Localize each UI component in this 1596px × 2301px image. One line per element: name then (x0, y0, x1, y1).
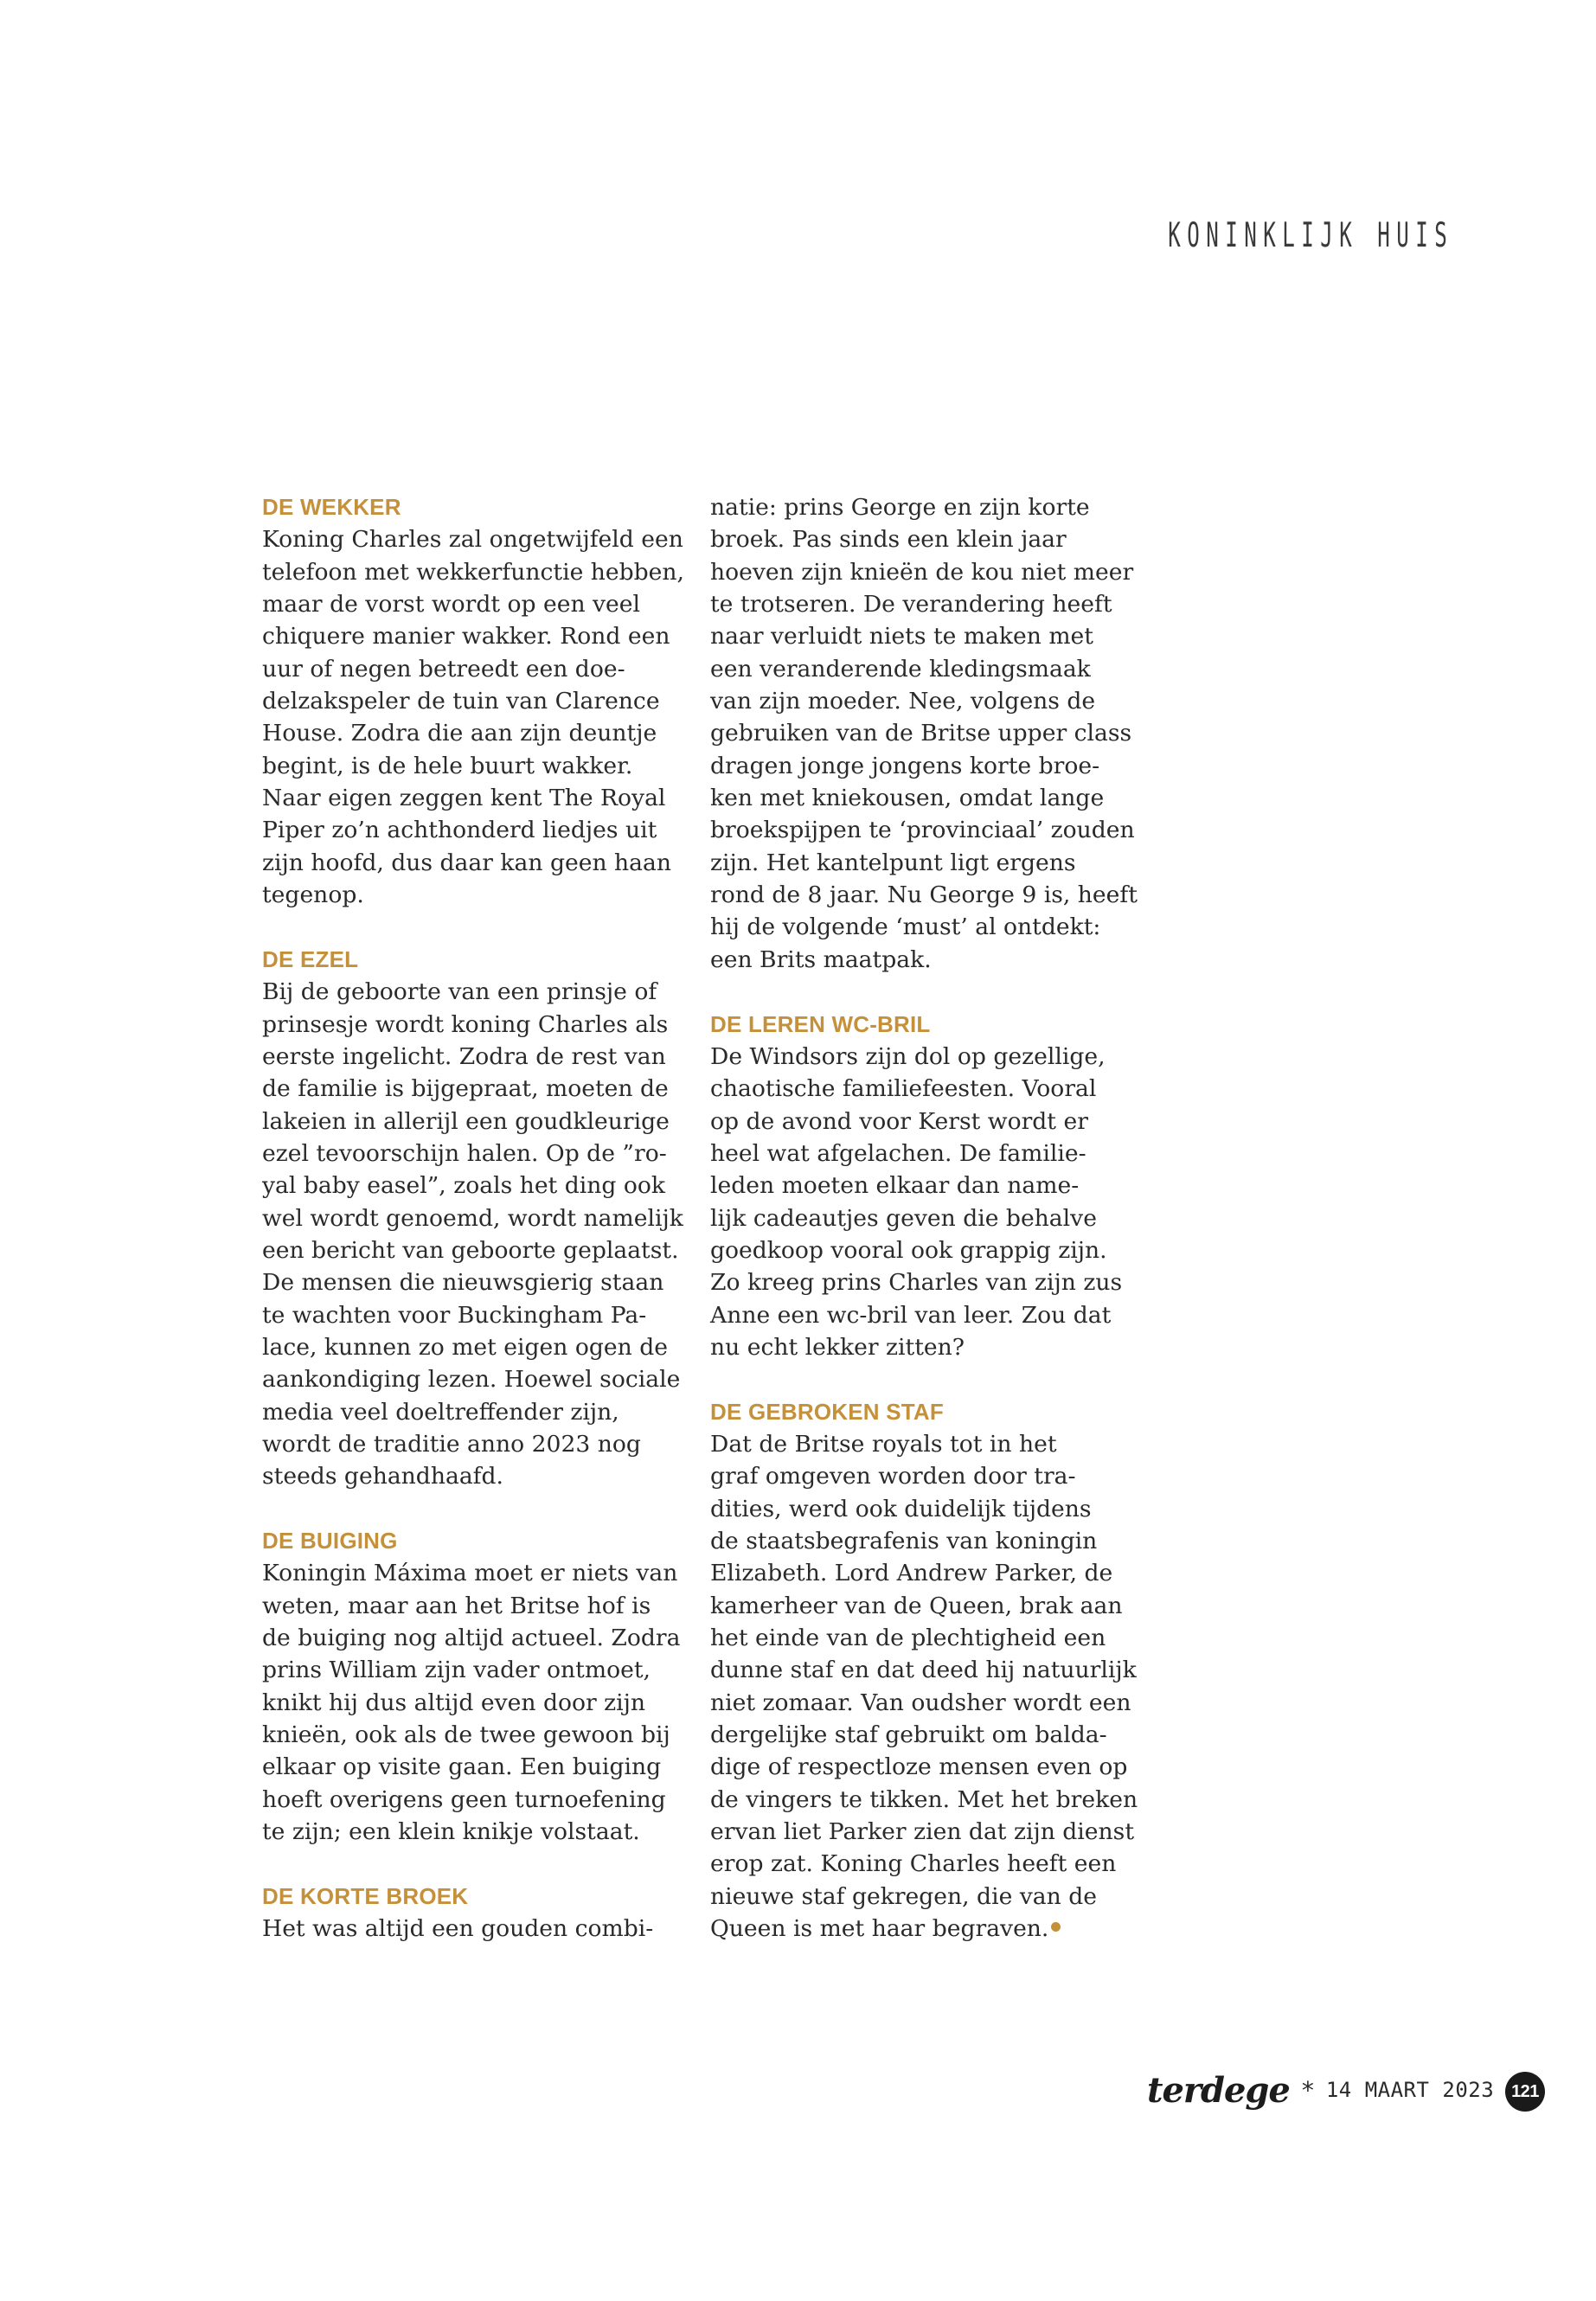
article-heading: DE KORTE BROEK (262, 1882, 469, 1909)
body-text-line: steeds gehandhaafd. (262, 1463, 503, 1490)
body-text-line: prins William zijn vader ontmoet, (262, 1657, 651, 1684)
article-block (262, 1881, 686, 1945)
issue-date: 14 MAART 2023 (1325, 2078, 1495, 2102)
article-heading: DE WEKKER (262, 494, 401, 520)
body-text-line: begint, is de hele buurt wakker. (262, 752, 633, 779)
body-text-line: ken met kniekousen, omdat lange (710, 785, 1105, 812)
body-text-line: media veel doeltreffender zijn, (262, 1398, 619, 1426)
body-text-line: dragen jonge jongens korte broe- (710, 752, 1100, 779)
body-text-line: lijk cadeautjes geven die behalve (710, 1204, 1097, 1232)
body-text-line: leden moeten elkaar dan name- (710, 1172, 1080, 1200)
body-text-line: Elizabeth. Lord Andrew Parker, de (710, 1560, 1113, 1587)
body-text-line: broekspijpen te ‘provinciaal’ zouden (710, 817, 1135, 844)
body-text-line: aankondiging lezen. Hoewel sociale (262, 1366, 681, 1394)
body-text-line: knikt hij dus altijd even door zijn (262, 1689, 646, 1716)
body-text-line: natie: prins George en zijn korte (710, 494, 1090, 521)
body-text-line: ezel tevoorschijn halen. Op de ”ro- (262, 1139, 667, 1167)
body-text-line: dige of respectloze mensen even op (710, 1753, 1128, 1781)
body-text-line: van zijn moeder. Nee, volgens de (710, 688, 1096, 715)
body-text-line: Koningin Máxima moet er niets van (262, 1560, 678, 1587)
body-text-line: yal baby easel”, zoals het ding ook (262, 1172, 665, 1200)
body-text-line: erop zat. Koning Charles heeft een (710, 1850, 1117, 1878)
article-block (262, 491, 686, 911)
body-text-line: House. Zodra die aan zijn deuntje (262, 720, 657, 747)
body-text-line: maar de vorst wordt op een veel (262, 591, 641, 619)
body-text-line: graf omgeven worden door tra- (710, 1463, 1076, 1490)
body-text-line: de vingers te tikken. Met het breken (710, 1785, 1138, 1813)
body-text-line: eerste ingelicht. Zodra de rest van (262, 1042, 666, 1070)
body-text-line: dunne staf en dat deed hij natuurlijk (710, 1657, 1137, 1684)
article-block (710, 491, 1138, 976)
body-text-line: chaotische familiefeesten. Vooral (710, 1075, 1097, 1103)
body-text-line: hoeft overigens geen turnoefening (262, 1785, 666, 1813)
body-text-line: het einde van de plechtigheid een (710, 1625, 1106, 1652)
body-text-line: nu echt lekker zitten? (710, 1333, 965, 1361)
page-number-badge: 121 (1505, 2072, 1545, 2112)
body-text-line: een Brits maatpak. (710, 945, 932, 973)
body-text-line: delzakspeler de tuin van Clarence (262, 688, 660, 715)
magazine-logo: terdege (1147, 2069, 1290, 2111)
body-text-line: dergelijke staf gebruikt om balda- (710, 1721, 1107, 1749)
body-text-line: telefoon met wekkerfunctie hebben, (262, 558, 684, 586)
body-text-line: elkaar op visite gaan. Een buiging (262, 1753, 662, 1781)
body-text-line: tegenop. (262, 881, 364, 909)
body-text-line: De mensen die nieuwsgierig staan (262, 1269, 664, 1297)
body-text-line: Anne een wc-bril van leer. Zou dat (710, 1301, 1112, 1329)
body-text-line: een veranderende kledingsmaak (710, 655, 1091, 683)
body-text-line: Piper zo’n achthonderd liedjes uit (262, 817, 657, 844)
body-text-line: niet zomaar. Van oudsher wordt een (710, 1689, 1131, 1716)
body-text-line: kamerheer van de Queen, brak aan (710, 1592, 1123, 1619)
article-heading: DE LEREN WC-BRIL (710, 1010, 931, 1037)
body-text-line: hoeven zijn knieën de kou niet meer (710, 558, 1134, 586)
body-text-line: De Windsors zijn dol op gezellige, (710, 1042, 1106, 1070)
body-text-line: nieuwe staf gekregen, die van de (710, 1882, 1098, 1910)
body-text-line: Naar eigen zeggen kent The Royal (262, 785, 666, 812)
body-text-line: chiquere manier wakker. Rond een (262, 623, 670, 651)
body-text-line: naar verluidt niets te maken met (710, 623, 1093, 651)
body-text-line: gebruiken van de Britse upper class (710, 720, 1132, 747)
body-text-line: heel wat afgelachen. De familie- (710, 1139, 1086, 1167)
body-text-line: de buiging nog altijd actueel. Zodra (262, 1625, 681, 1652)
article-heading: DE EZEL (262, 945, 359, 972)
body-text-line: Dat de Britse royals tot in het (710, 1430, 1057, 1458)
body-text-line: ervan liet Parker zien dat zijn dienst (710, 1818, 1135, 1846)
body-text-line: op de avond voor Kerst wordt er (710, 1107, 1088, 1135)
article-block (710, 1396, 1138, 1945)
body-text-line: goedkoop vooral ook grappig zijn. (710, 1236, 1107, 1264)
body-text-line: te trotseren. De verandering heeft (710, 591, 1112, 619)
body-text-line: Koning Charles zal ongetwijfeld een (262, 526, 683, 554)
body-text-line: Het was altijd een gouden combi- (262, 1915, 654, 1943)
article-heading: DE GEBROKEN STAF (710, 1398, 944, 1425)
body-text-line: lace, kunnen zo met eigen ogen de (262, 1333, 668, 1361)
body-text-line: een bericht van geboorte geplaatst. (262, 1236, 679, 1264)
body-text-line: Bij de geboorte van een prinsje of (262, 978, 657, 1006)
body-text-line: wordt de traditie anno 2023 nog (262, 1430, 641, 1458)
body-text-line: weten, maar aan het Britse hof is (262, 1592, 651, 1619)
body-text-line: knieën, ook als de twee gewoon bij (262, 1721, 670, 1749)
text-column-right (710, 491, 1138, 1945)
body-text-line: lakeien in allerijl een goudkleurige (262, 1107, 670, 1135)
body-text-line: rond de 8 jaar. Nu George 9 is, heeft (710, 881, 1138, 909)
article-heading: DE BUIGING (262, 1528, 398, 1554)
body-text-line: de familie is bijgepraat, moeten de (262, 1075, 669, 1103)
body-text-line: Zo kreeg prins Charles van zijn zus (710, 1269, 1123, 1297)
body-text-line: hij de volgende ‘must’ al ontdekt: (710, 913, 1101, 941)
article-block (262, 944, 686, 1493)
body-text-line: te zijn; een klein knikje volstaat. (262, 1818, 640, 1846)
text-column-left (262, 491, 686, 1945)
body-text-line: broek. Pas sinds een klein jaar (710, 526, 1067, 554)
body-text-line: te wachten voor Buckingham Pa- (262, 1301, 647, 1329)
article-block (262, 1525, 686, 1848)
body-text-line: prinsesje wordt koning Charles als (262, 1010, 669, 1038)
body-text-line: zijn. Het kantelpunt ligt ergens (710, 849, 1076, 876)
body-text-line: uur of negen betreedt een doe- (262, 655, 625, 683)
end-mark-icon (1051, 1922, 1061, 1932)
asterisk-icon: * (1301, 2075, 1314, 2105)
body-text-line: zijn hoofd, dus daar kan geen haan (262, 849, 672, 876)
body-text-line: Queen is met haar begraven. (710, 1913, 1134, 1945)
page-footer (1147, 2064, 1494, 2116)
body-text-line: de staatsbegrafenis van koningin (710, 1528, 1098, 1554)
section-label: KONINKLIJK HUIS (1168, 216, 1453, 255)
article-block (710, 1009, 1134, 1364)
body-text-line: wel wordt genoemd, wordt namelijk (262, 1204, 683, 1232)
body-text-line: dities, werd ook duidelijk tijdens (710, 1495, 1092, 1522)
